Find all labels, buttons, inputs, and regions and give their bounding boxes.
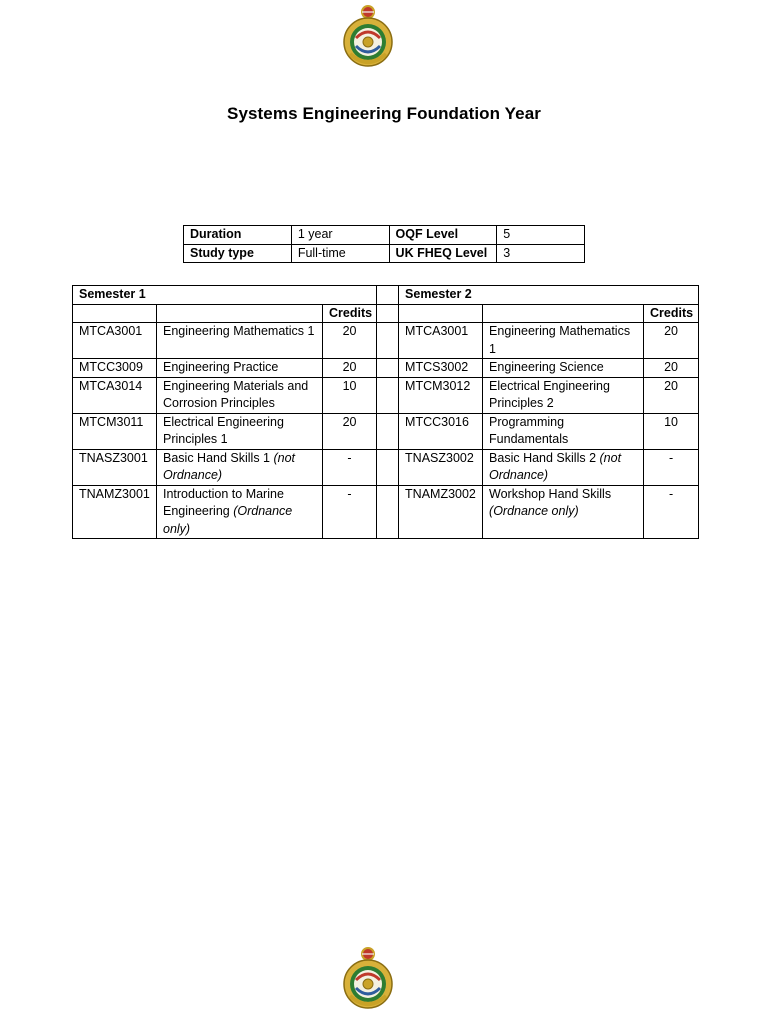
module-name: Basic Hand Skills 1	[163, 450, 274, 465]
module-name-cell	[157, 323, 323, 359]
spacer-cell	[377, 286, 399, 305]
module-name-cell	[157, 413, 323, 449]
module-note: (not Ordnance)	[163, 450, 296, 482]
module-note: (Ordnance only)	[489, 504, 579, 518]
module-credits: 20	[323, 359, 377, 378]
module-credits: -	[323, 449, 377, 485]
module-name-cell	[157, 359, 323, 378]
spacer-cell	[377, 485, 399, 539]
module-name: Engineering Science	[489, 360, 604, 374]
module-name: Engineering Mathematics 1	[489, 324, 631, 356]
module-credits: 10	[644, 413, 699, 449]
table-row	[184, 226, 585, 245]
module-credits: 20	[644, 323, 699, 359]
module-credits: -	[644, 449, 699, 485]
module-note: (Ordnance only)	[163, 504, 293, 536]
spacer-cell	[377, 377, 399, 413]
fheq-level-value: 3	[497, 244, 585, 263]
table-row	[73, 304, 699, 323]
spacer-cell	[377, 323, 399, 359]
spacer-cell	[377, 359, 399, 378]
module-name-cell	[483, 485, 644, 539]
semester-2-title: Semester 2	[399, 286, 699, 305]
module-code: MTCM3012	[399, 377, 483, 413]
programme-info-table	[183, 225, 585, 263]
fheq-level-label: UK FHEQ Level	[389, 244, 497, 263]
module-name: Electrical Engineering Principles 2	[489, 378, 610, 410]
module-name: Electrical Engineering Principles 1	[163, 414, 284, 446]
credits-header: Credits	[644, 304, 699, 323]
module-name-cell	[483, 377, 644, 413]
credits-header: Credits	[323, 304, 377, 323]
table-row	[73, 323, 699, 359]
module-name: Engineering Practice	[163, 360, 279, 374]
module-code: TNASZ3001	[73, 449, 157, 485]
module-credits: 20	[644, 359, 699, 378]
oqf-level-value: 5	[497, 226, 585, 245]
page-title: Systems Engineering Foundation Year	[227, 104, 541, 123]
module-code: MTCM3011	[73, 413, 157, 449]
empty-cell	[399, 304, 483, 323]
duration-value: 1 year	[291, 226, 389, 245]
module-code: MTCC3016	[399, 413, 483, 449]
module-code: MTCS3002	[399, 359, 483, 378]
module-code: MTCA3014	[73, 377, 157, 413]
module-code: TNAMZ3001	[73, 485, 157, 539]
module-name-cell	[483, 323, 644, 359]
table-row	[184, 244, 585, 263]
module-credits: 20	[644, 377, 699, 413]
spacer-cell	[377, 449, 399, 485]
module-credits: 20	[323, 323, 377, 359]
study-type-value: Full-time	[291, 244, 389, 263]
table-row	[73, 286, 699, 305]
spacer-cell	[377, 413, 399, 449]
empty-cell	[73, 304, 157, 323]
college-crest-icon	[340, 4, 396, 70]
semester-modules-table	[72, 285, 699, 539]
module-name: Basic Hand Skills 2	[489, 450, 600, 465]
module-name-cell	[157, 377, 323, 413]
spacer-cell	[377, 304, 399, 323]
module-credits: 10	[323, 377, 377, 413]
module-name-cell	[483, 413, 644, 449]
module-name: Engineering Materials and Corrosion Principles	[163, 378, 309, 410]
table-row	[73, 449, 699, 485]
module-name: Programming Fundamentals	[489, 414, 569, 446]
module-code: MTCA3001	[399, 323, 483, 359]
module-name-cell	[157, 449, 323, 485]
module-code: TNAMZ3002	[399, 485, 483, 539]
module-credits: -	[644, 485, 699, 539]
table-row	[73, 359, 699, 378]
module-note: (not Ordnance)	[489, 450, 622, 482]
empty-cell	[157, 304, 323, 323]
empty-cell	[483, 304, 644, 323]
module-name-cell	[483, 359, 644, 378]
table-row	[73, 377, 699, 413]
module-name: Introduction to Marine Engineering	[163, 486, 284, 518]
module-credits: -	[323, 485, 377, 539]
college-crest-icon	[340, 946, 396, 1012]
module-name-cell	[157, 485, 323, 539]
module-credits: 20	[323, 413, 377, 449]
oqf-level-label: OQF Level	[389, 226, 497, 245]
study-type-label: Study type	[184, 244, 292, 263]
duration-label: Duration	[184, 226, 292, 245]
semester-1-title: Semester 1	[73, 286, 377, 305]
table-row	[73, 413, 699, 449]
module-code: MTCC3009	[73, 359, 157, 378]
module-name-cell	[483, 449, 644, 485]
module-name: Engineering Mathematics 1	[163, 324, 315, 338]
module-code: TNASZ3002	[399, 449, 483, 485]
table-row	[73, 485, 699, 539]
module-code: MTCA3001	[73, 323, 157, 359]
module-name: Workshop Hand Skills	[489, 486, 612, 501]
